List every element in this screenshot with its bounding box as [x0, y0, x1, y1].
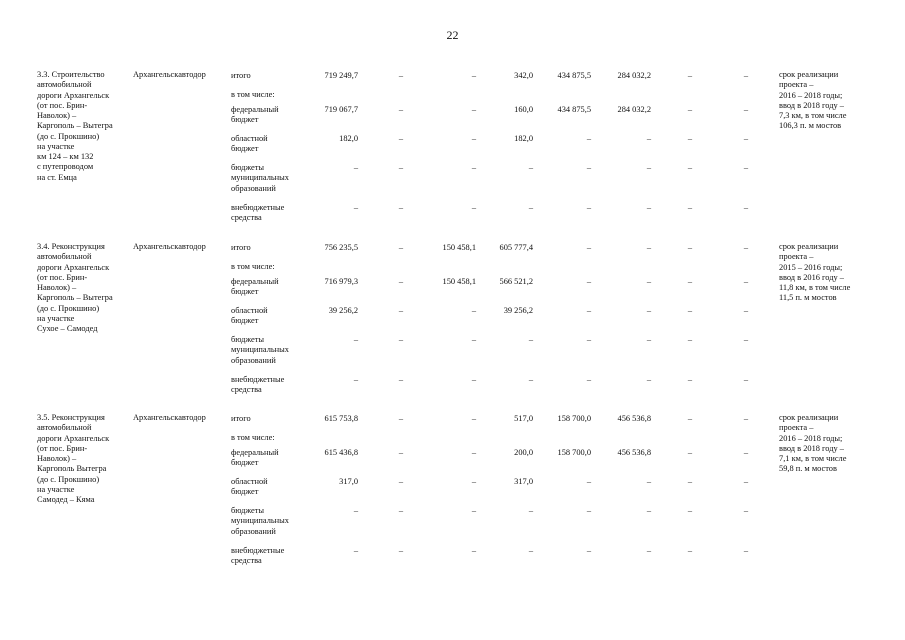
amount-cell: – — [471, 375, 476, 384]
amount-cell: – — [743, 306, 748, 315]
amount-cell: – — [398, 243, 403, 252]
amount-cell: – — [646, 277, 651, 286]
amount-cell: 284 032,2 — [617, 105, 651, 114]
amount-cell: – — [687, 477, 692, 486]
amount-cell: 434 875,5 — [557, 71, 591, 80]
amount-cell: – — [743, 546, 748, 555]
amount-cell: – — [646, 546, 651, 555]
amount-cell: – — [687, 71, 692, 80]
amount-cell: 150 458,1 — [442, 277, 476, 286]
amount-cell: – — [687, 448, 692, 457]
amount-cell: – — [398, 335, 403, 344]
funding-source-label: бюджеты муниципальных образований — [231, 163, 289, 193]
funding-source-label: в том числе: — [231, 433, 275, 442]
amount-cell: – — [398, 306, 403, 315]
amount-cell: 317,0 — [514, 477, 533, 486]
amount-cell: – — [646, 203, 651, 212]
amount-cell: – — [687, 134, 692, 143]
amount-cell: – — [646, 506, 651, 515]
amount-cell: – — [398, 477, 403, 486]
amount-cell: – — [398, 448, 403, 457]
amount-cell: – — [471, 335, 476, 344]
amount-cell: 39 256,2 — [503, 306, 533, 315]
amount-cell: – — [471, 546, 476, 555]
amount-cell: 719 249,7 — [324, 71, 358, 80]
amount-cell: – — [471, 506, 476, 515]
project-block — [0, 413, 905, 583]
amount-cell: – — [353, 375, 358, 384]
amount-cell: – — [687, 277, 692, 286]
page-number: 22 — [446, 28, 459, 42]
amount-cell: 284 032,2 — [617, 71, 651, 80]
project-name: 3.5. Реконструкция автомобильной дороги Архангельск (от пос. Брин- Наволок) – Каргополь Вытегра (до с. Прокшино) на участке Самодед – Кяма — [37, 413, 110, 504]
amount-cell: 605 777,4 — [499, 243, 533, 252]
amount-cell: – — [398, 71, 403, 80]
funding-source-label: областной бюджет — [231, 306, 268, 326]
amount-cell: – — [398, 546, 403, 555]
amount-cell: 456 536,8 — [617, 448, 651, 457]
amount-cell: 158 700,0 — [557, 448, 591, 457]
funding-source-label: в том числе: — [231, 90, 275, 99]
amount-cell: – — [398, 163, 403, 172]
project-note: срок реализации проекта – 2015 – 2016 годы; ввод в 2016 году – 11,8 км, в том числе 11,5 п. м мостов — [779, 242, 851, 303]
amount-cell: – — [687, 506, 692, 515]
amount-cell: – — [687, 243, 692, 252]
amount-cell: 200,0 — [514, 448, 533, 457]
amount-cell: – — [646, 375, 651, 384]
funding-source-label: федеральный бюджет — [231, 105, 279, 125]
funding-source-label: бюджеты муниципальных образований — [231, 335, 289, 365]
amount-cell: – — [528, 546, 533, 555]
funding-source-label: федеральный бюджет — [231, 277, 279, 297]
amount-cell: – — [471, 448, 476, 457]
amount-cell: 434 875,5 — [557, 105, 591, 114]
amount-cell: – — [586, 203, 591, 212]
amount-cell: – — [586, 134, 591, 143]
project-executor: Архангельскавтодор — [133, 413, 206, 422]
amount-cell: – — [743, 163, 748, 172]
amount-cell: 719 067,7 — [324, 105, 358, 114]
amount-cell: 317,0 — [339, 477, 358, 486]
amount-cell: 150 458,1 — [442, 243, 476, 252]
amount-cell: – — [743, 506, 748, 515]
amount-cell: – — [743, 414, 748, 423]
amount-cell: – — [586, 546, 591, 555]
amount-cell: – — [743, 134, 748, 143]
amount-cell: – — [687, 375, 692, 384]
amount-cell: – — [471, 105, 476, 114]
amount-cell: – — [687, 163, 692, 172]
amount-cell: – — [646, 306, 651, 315]
funding-source-label: в том числе: — [231, 262, 275, 271]
amount-cell: – — [586, 277, 591, 286]
amount-cell: 756 235,5 — [324, 243, 358, 252]
amount-cell: – — [687, 546, 692, 555]
amount-cell: – — [646, 335, 651, 344]
amount-cell: – — [353, 335, 358, 344]
funding-source-label: федеральный бюджет — [231, 448, 279, 468]
amount-cell: – — [687, 203, 692, 212]
amount-cell: – — [398, 375, 403, 384]
amount-cell: – — [353, 546, 358, 555]
amount-cell: – — [743, 105, 748, 114]
funding-source-label: итого — [231, 414, 251, 423]
amount-cell: 615 436,8 — [324, 448, 358, 457]
amount-cell: – — [398, 134, 403, 143]
amount-cell: 615 753,8 — [324, 414, 358, 423]
amount-cell: – — [528, 335, 533, 344]
amount-cell: – — [586, 375, 591, 384]
amount-cell: – — [398, 277, 403, 286]
amount-cell: – — [471, 71, 476, 80]
amount-cell: – — [743, 335, 748, 344]
amount-cell: – — [398, 203, 403, 212]
amount-cell: 182,0 — [339, 134, 358, 143]
amount-cell: – — [353, 163, 358, 172]
funding-source-label: бюджеты муниципальных образований — [231, 506, 289, 536]
amount-cell: – — [528, 506, 533, 515]
project-note: срок реализации проекта – 2016 – 2018 годы; ввод в 2018 году – 7,1 км, в том числе 59,8 п. м мостов — [779, 413, 847, 474]
amount-cell: – — [743, 71, 748, 80]
amount-cell: – — [353, 203, 358, 212]
project-note: срок реализации проекта – 2016 – 2018 годы; ввод в 2018 году – 7,3 км, в том числе 106,3 п. м мостов — [779, 70, 847, 131]
funding-source-label: итого — [231, 243, 251, 252]
amount-cell: – — [743, 277, 748, 286]
amount-cell: – — [646, 134, 651, 143]
funding-source-label: областной бюджет — [231, 134, 268, 154]
amount-cell: – — [646, 163, 651, 172]
project-name: 3.4. Реконструкция автомобильной дороги Архангельск (от пос. Брин- Наволок) – Каргополь – Вытегра (до с. Прокшино) на участке Сухое – Самодед — [37, 242, 113, 333]
amount-cell: – — [586, 506, 591, 515]
amount-cell: – — [586, 163, 591, 172]
amount-cell: – — [743, 477, 748, 486]
amount-cell: – — [528, 203, 533, 212]
amount-cell: – — [687, 414, 692, 423]
funding-source-label: областной бюджет — [231, 477, 268, 497]
project-name: 3.3. Строительство автомобильной дороги Архангельск (от пос. Брин- Наволок) – Каргополь – Вытегра (до с. Прокшино) на участке км 124 – км 132 с путепроводом на ст. Емца — [37, 70, 113, 182]
amount-cell: – — [398, 105, 403, 114]
amount-cell: – — [528, 375, 533, 384]
project-block — [0, 70, 905, 240]
amount-cell: – — [398, 414, 403, 423]
amount-cell: – — [743, 243, 748, 252]
amount-cell: – — [743, 203, 748, 212]
funding-source-label: итого — [231, 71, 251, 80]
amount-cell: – — [646, 243, 651, 252]
amount-cell: – — [471, 306, 476, 315]
amount-cell: – — [687, 306, 692, 315]
amount-cell: – — [743, 375, 748, 384]
amount-cell: – — [398, 506, 403, 515]
amount-cell: – — [586, 335, 591, 344]
amount-cell: – — [471, 414, 476, 423]
amount-cell: 158 700,0 — [557, 414, 591, 423]
funding-source-label: внебюджетные средства — [231, 546, 285, 566]
amount-cell: 456 536,8 — [617, 414, 651, 423]
project-executor: Архангельскавтодор — [133, 242, 206, 251]
amount-cell: – — [471, 477, 476, 486]
amount-cell: – — [687, 105, 692, 114]
amount-cell: – — [471, 203, 476, 212]
amount-cell: – — [471, 134, 476, 143]
amount-cell: – — [586, 306, 591, 315]
amount-cell: 39 256,2 — [328, 306, 358, 315]
amount-cell: – — [646, 477, 651, 486]
amount-cell: – — [586, 477, 591, 486]
amount-cell: – — [743, 448, 748, 457]
amount-cell: 517,0 — [514, 414, 533, 423]
amount-cell: 716 979,3 — [324, 277, 358, 286]
amount-cell: 182,0 — [514, 134, 533, 143]
amount-cell: – — [353, 506, 358, 515]
amount-cell: – — [586, 243, 591, 252]
funding-source-label: внебюджетные средства — [231, 203, 285, 223]
amount-cell: 160,0 — [514, 105, 533, 114]
project-executor: Архангельскавтодор — [133, 70, 206, 79]
amount-cell: – — [687, 335, 692, 344]
funding-source-label: внебюджетные средства — [231, 375, 285, 395]
amount-cell: – — [471, 163, 476, 172]
amount-cell: 566 521,2 — [499, 277, 533, 286]
amount-cell: 342,0 — [514, 71, 533, 80]
amount-cell: – — [528, 163, 533, 172]
project-block — [0, 242, 905, 412]
